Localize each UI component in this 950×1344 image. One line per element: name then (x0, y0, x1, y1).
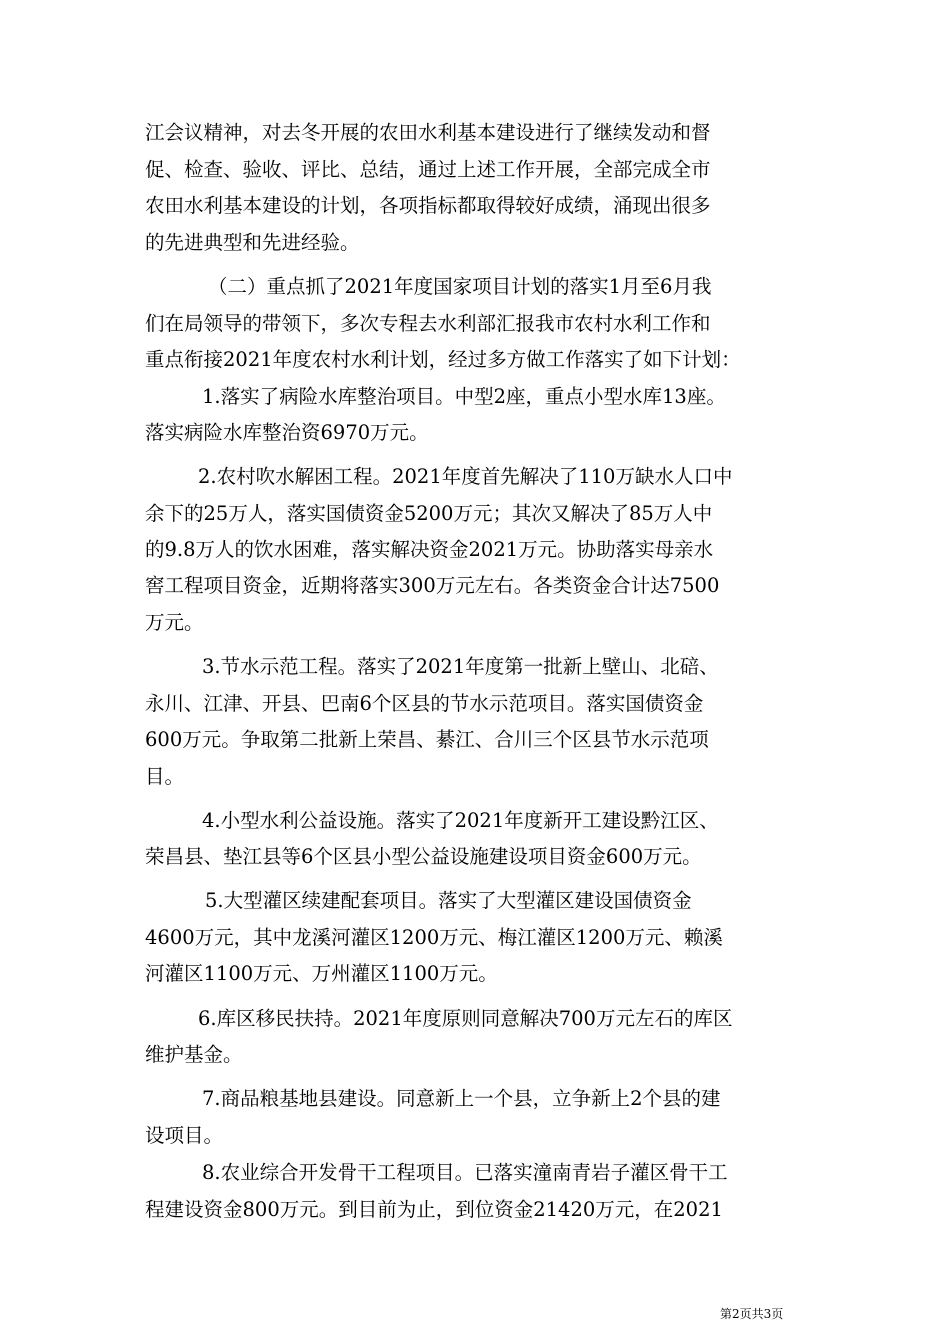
item-2-line-4: 窖工程项目资金，近期将落实300万元左右。各类资金合计达7500 (145, 574, 720, 597)
item-5-line-2: 4600万元，其中龙溪河灌区1200万元、梅江灌区1200万元、赖溪 (145, 926, 723, 949)
item-7-line-1: 7.商品粮基地县建设。同意新上一个县，立争新上2个县的建 (202, 1087, 721, 1110)
body-line-6: 们在局领导的带领下，多次专程去水利部汇报我市农村水利工作和 (145, 312, 711, 335)
body-line-3: 农田水利基本建设的计划，各项指标都取得较好成绩，涌现出很多 (145, 194, 711, 217)
item-3-line-3: 600万元。争取第二批新上荣昌、綦江、合川三个区县节水示范项 (145, 728, 709, 751)
item-3-line-4: 目。 (145, 765, 185, 788)
item-7-line-2: 设项目。 (145, 1124, 224, 1147)
item-4-line-1: 4.小型水利公益设施。落实了2021年度新开工建设黔江区、 (202, 809, 719, 832)
item-4-line-2: 荣昌县、垫江县等6个区县小型公益设施建设项目资金600万元。 (145, 845, 702, 868)
item-2-line-1: 2.农村吹水解困工程。2021年度首先解决了110万缺水人口中 (198, 465, 733, 488)
body-line-7: 重点衔接2021年度农村水利计划，经过多方做工作落实了如下计划： (145, 348, 741, 371)
item-5-line-1: 5.大型灌区续建配套项目。落实了大型灌区建设国债资金 (205, 889, 692, 912)
item-6-line-2: 维护基金。 (145, 1043, 243, 1066)
page-number: 第2页共3页 (720, 1307, 784, 1321)
item-2-line-3: 的9.8万人的饮水困难，落实解决资金2021万元。协助落实母亲水 (145, 538, 714, 561)
item-3-line-2: 永川、江津、开县、巴南6个区县的节水示范项目。落实国债资金 (145, 692, 704, 715)
item-5-line-3: 河灌区1100万元、万州灌区1100万元。 (145, 962, 498, 985)
body-line-1: 江会议精神，对去冬开展的农田水利基本建设进行了继续发动和督 (145, 121, 711, 144)
body-line-4: 的先进典型和先进经验。 (145, 231, 360, 254)
item-6-line-1: 6.库区移民扶持。2021年度原则同意解决700万元左石的库区 (198, 1007, 733, 1030)
body-line-2: 促、检查、验收、评比、总结，通过上述工作开展，全部完成全市 (145, 158, 711, 181)
item-2-line-5: 万元。 (145, 611, 204, 634)
section-heading-2: （二）重点抓了2021年度国家项目计划的落实1月至6月我 (208, 275, 712, 298)
item-1-line-2: 落实病险水库整治资6970万元。 (145, 421, 429, 444)
item-3-line-1: 3.节水示范工程。落实了2021年度第一批新上壁山、北碚、 (202, 655, 719, 678)
item-1-line-1: 1.落实了病险水库整治项目。中型2座，重点小型水库13座。 (202, 385, 726, 408)
item-8-line-1: 8.农业综合开发骨干工程项目。已落实潼南青岩子灌区骨干工 (202, 1161, 728, 1184)
item-2-line-2: 余下的25万人，落实国债资金5200万元；其次又解决了85万人中 (145, 502, 713, 525)
item-8-line-2: 程建设资金800万元。到目前为止，到位资金21420万元，在2021 (145, 1198, 723, 1221)
